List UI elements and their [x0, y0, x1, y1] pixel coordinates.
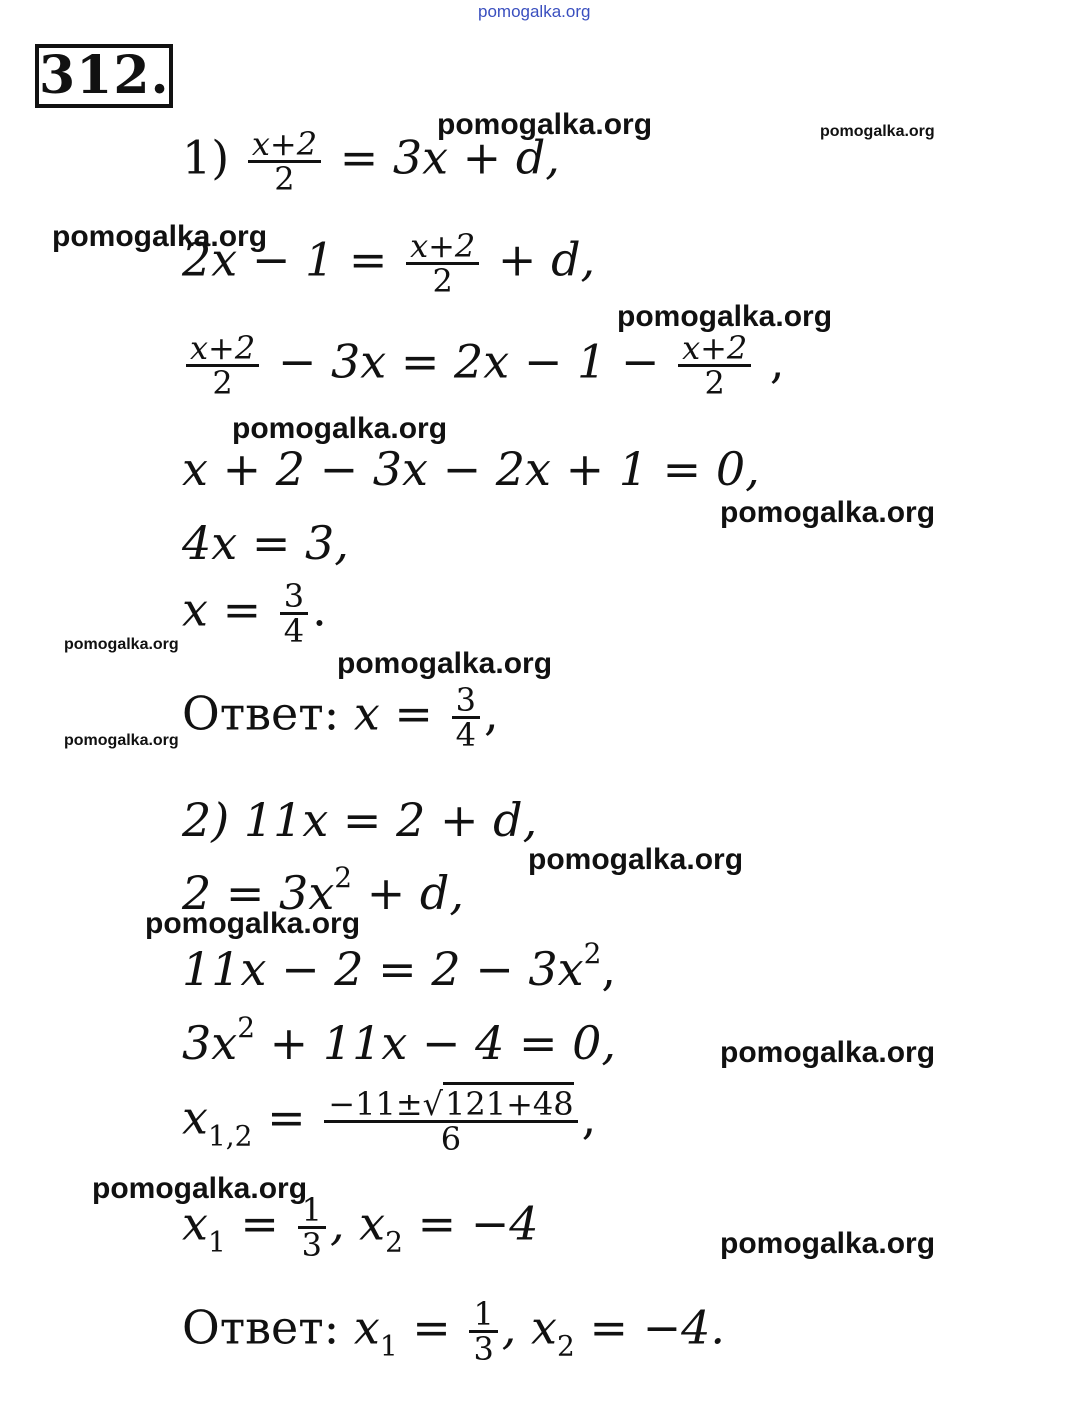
equation-line-2 [182, 227, 596, 300]
quadratic-formula-line [182, 1085, 597, 1158]
fraction-numerator: 1 [301, 1191, 322, 1229]
watermark: pomogalka.org [92, 1172, 308, 1205]
watermark: pomogalka.org [145, 907, 361, 940]
equation-text: 2) 11x = 2 + d, [182, 793, 538, 847]
period: . [312, 582, 327, 637]
equation-line-10 [182, 1011, 617, 1070]
fraction-denominator: 4 [452, 716, 480, 751]
fraction-denominator: 3 [469, 1330, 497, 1365]
watermark: pomogalka.org [820, 123, 935, 140]
equals: = [240, 1196, 279, 1251]
problem-number: 312. [35, 44, 173, 108]
equation-line-7 [182, 793, 538, 847]
fraction-numerator: 3 [283, 577, 305, 615]
fraction-denominator: 2 [186, 364, 259, 399]
fraction [298, 1191, 326, 1264]
equation-text: = −4. [589, 1300, 726, 1355]
subscript: 2 [385, 1225, 403, 1259]
fraction-numerator: 1 [473, 1295, 494, 1333]
equation-line-6 [182, 577, 327, 650]
equation-text: 2x − 1 = [182, 232, 388, 287]
fraction-numerator: x+2 [251, 125, 318, 163]
fraction-denominator: 4 [280, 612, 308, 647]
fraction-denominator: 2 [678, 364, 751, 399]
variable: x [182, 1196, 208, 1251]
fraction-denominator: 2 [248, 160, 321, 195]
watermark: pomogalka.org [64, 732, 179, 749]
watermark: pomogalka.org [232, 412, 448, 445]
equation-text: = 3x + d, [339, 130, 560, 185]
equation-text: x = [182, 582, 262, 637]
equation-line-9 [182, 937, 617, 996]
watermark: pomogalka.org [720, 496, 936, 529]
equation-text: 4x = 3, [182, 516, 349, 570]
fraction-denominator: 2 [406, 262, 479, 297]
equation-line-4 [182, 442, 760, 496]
fraction-numerator: −11±√121+48 [324, 1088, 577, 1120]
equation-line-8 [182, 861, 464, 920]
equals: = [267, 1090, 306, 1145]
comma: , [581, 1090, 597, 1145]
equation-text: 2 = 3x [182, 866, 335, 920]
answer-line-2 [182, 1295, 726, 1368]
watermark: pomogalka.org [64, 636, 179, 653]
answer-label: Ответ: [182, 1300, 340, 1355]
equation-line-5 [182, 516, 349, 570]
equation-text: 3x [182, 1016, 238, 1070]
equation-text: 11x − 2 = 2 − 3x [182, 942, 584, 996]
fraction [452, 681, 480, 754]
equation-text: + 11x − 4 = 0, [269, 1016, 617, 1070]
equals: = [412, 1300, 451, 1355]
fraction-denominator: 3 [298, 1226, 326, 1261]
subscript: 1 [379, 1329, 398, 1363]
fraction [469, 1295, 497, 1368]
equation-line-1 [182, 125, 560, 198]
fraction-numerator: x+2 [190, 329, 256, 367]
exponent: 2 [583, 937, 602, 970]
comma: , [601, 942, 617, 996]
watermark: pomogalka.org [528, 843, 744, 876]
fraction [280, 577, 308, 650]
equation-text: , x [501, 1300, 557, 1355]
watermark: pomogalka.org [617, 300, 833, 333]
variable: x [353, 1300, 380, 1355]
watermark: pomogalka.org [52, 220, 268, 253]
fraction-numerator: x+2 [410, 227, 476, 265]
watermark-top: pomogalka.org [478, 2, 591, 21]
equation-text: x + 2 − 3x − 2x + 1 = 0, [182, 442, 760, 496]
watermark: pomogalka.org [720, 1227, 936, 1260]
subscript: 1 [207, 1225, 226, 1259]
fraction [186, 329, 259, 402]
equation-text: x = [353, 686, 433, 741]
equation-line-3 [182, 329, 785, 402]
subscript: 1,2 [207, 1119, 253, 1153]
answer-label: Ответ: [182, 686, 340, 741]
answer-line-1 [182, 681, 499, 754]
watermark: pomogalka.org [437, 108, 653, 141]
variable: x [182, 1090, 208, 1145]
comma: , [483, 686, 499, 741]
exponent: 2 [334, 861, 353, 894]
fraction-denominator: 6 [324, 1120, 577, 1155]
equation-text: , x [329, 1196, 386, 1251]
equation-text: − 3x = 2x − 1 − [277, 334, 660, 389]
fraction [324, 1085, 577, 1158]
watermark: pomogalka.org [720, 1036, 936, 1069]
fraction-numerator: 3 [455, 681, 476, 719]
equation-text: + d, [497, 232, 596, 287]
equation-text: = −4 [417, 1196, 539, 1251]
comma: , [769, 334, 785, 389]
fraction [678, 329, 751, 402]
fraction-numerator: x+2 [682, 329, 748, 367]
equation-text: + d, [366, 866, 464, 920]
fraction [406, 227, 479, 300]
watermark: pomogalka.org [337, 647, 553, 680]
roots-line [182, 1191, 539, 1264]
exponent: 2 [237, 1011, 256, 1044]
part-label: 1) [182, 130, 230, 185]
fraction [248, 125, 321, 198]
subscript: 2 [556, 1329, 575, 1363]
